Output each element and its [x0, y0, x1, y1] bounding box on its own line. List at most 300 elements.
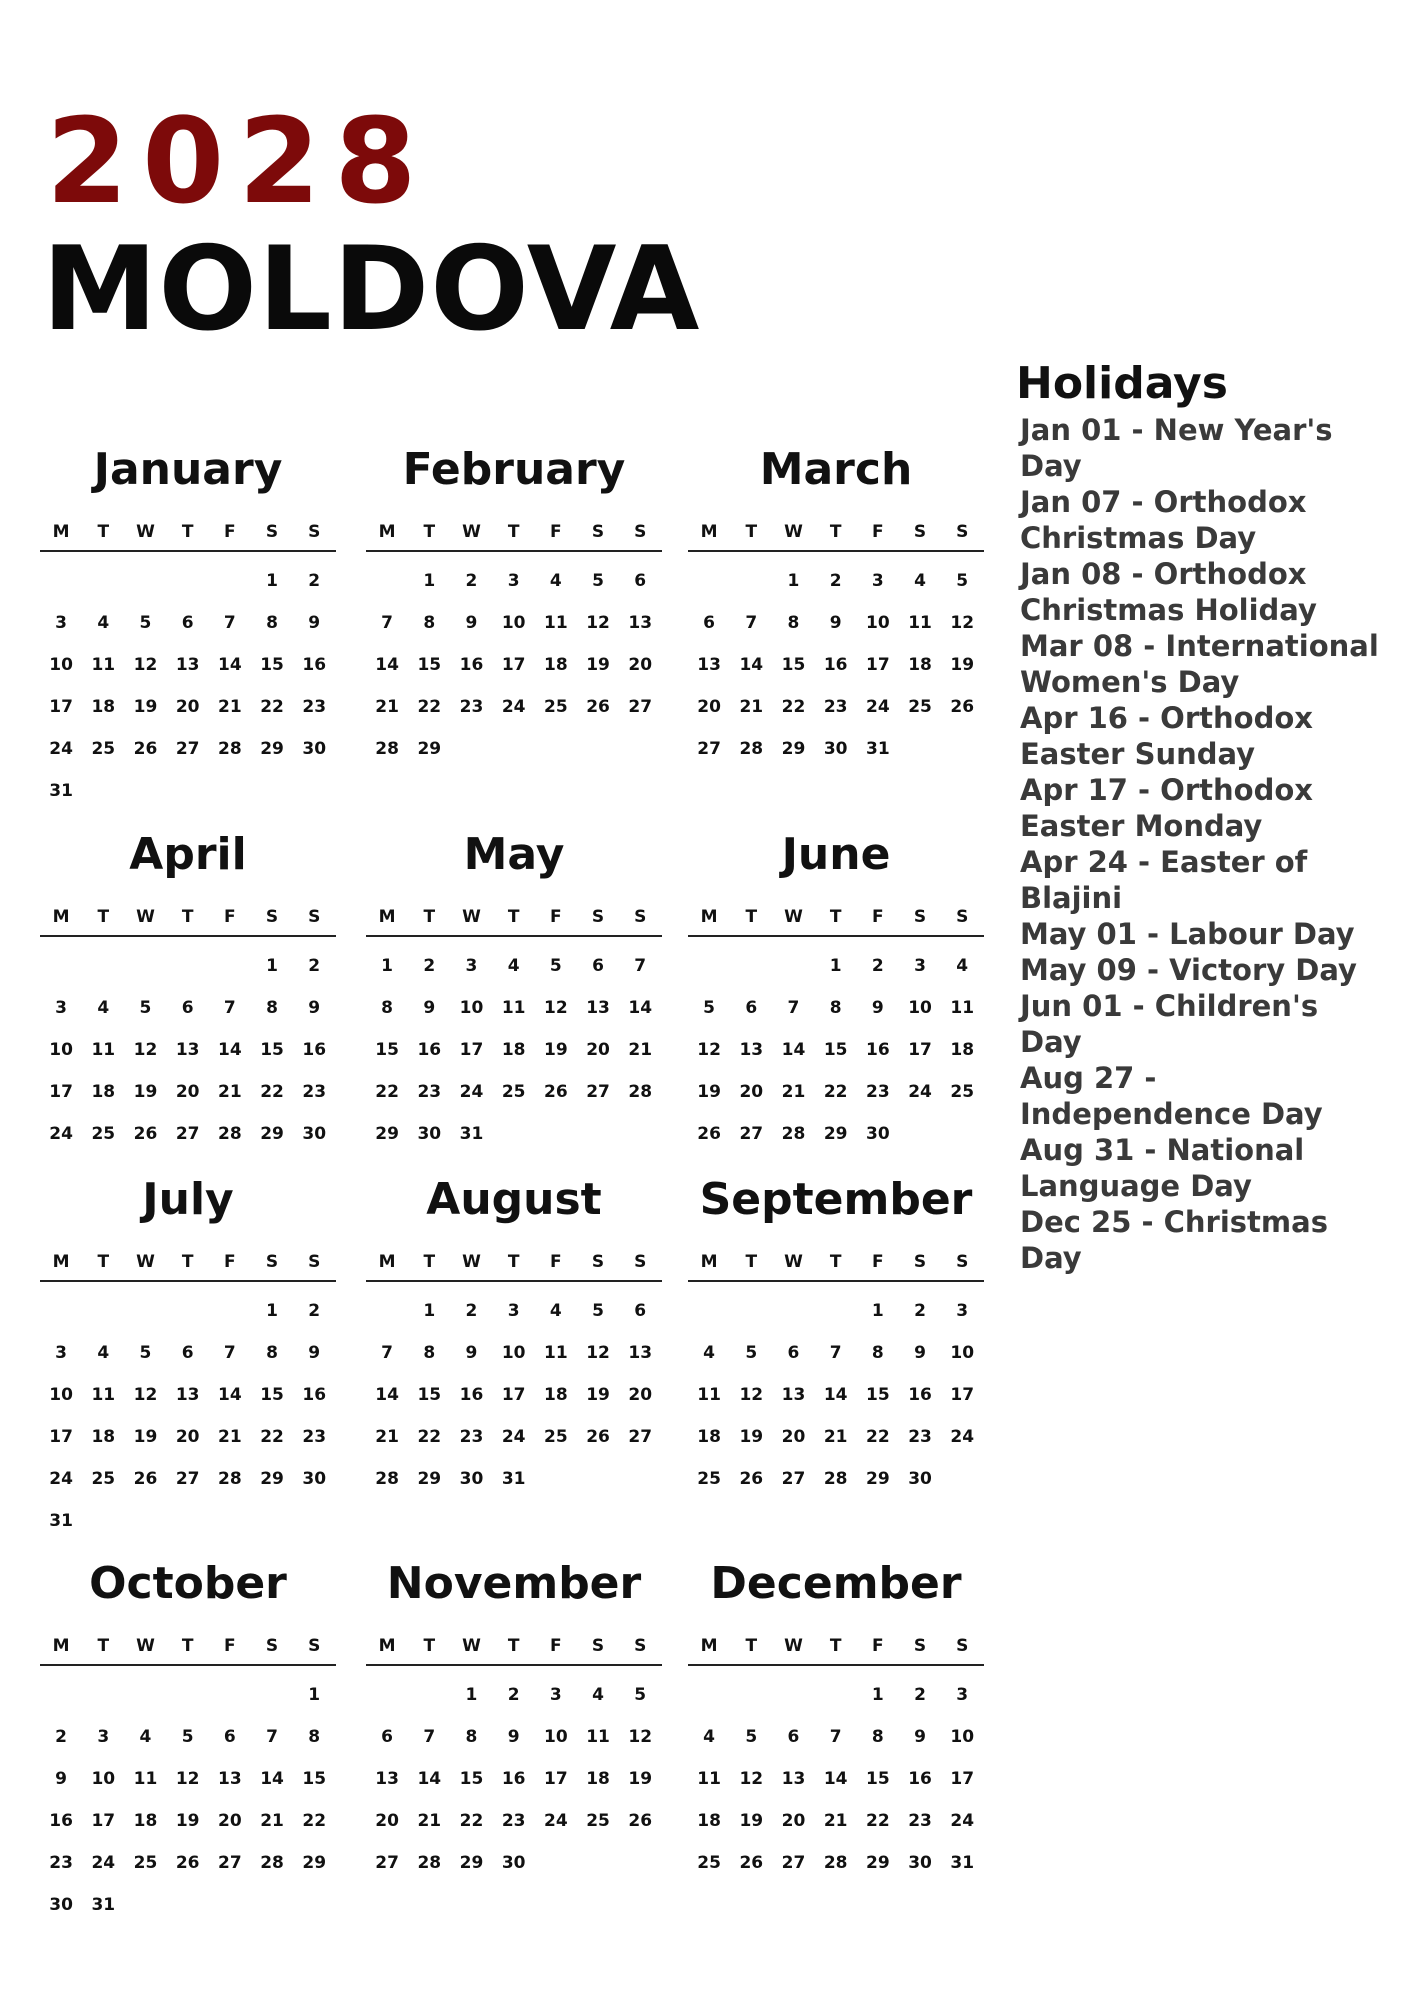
- day-cell: 10: [544, 1727, 568, 1747]
- weekday-label: T: [745, 522, 758, 542]
- day-cell: 24: [866, 697, 890, 717]
- day-cell: 24: [908, 1082, 932, 1102]
- day-cell: 27: [175, 1124, 200, 1144]
- day-cell: 19: [739, 1427, 764, 1447]
- empty-day-cell: [209, 560, 251, 602]
- day-cell: 31: [866, 739, 890, 759]
- day-cell: 29: [260, 1124, 284, 1144]
- day-cell: 24: [544, 1811, 568, 1831]
- day-cell: 26: [133, 1469, 158, 1489]
- day-cell: 22: [781, 697, 806, 717]
- day-cell: 18: [133, 1811, 158, 1831]
- day-cell: 12: [544, 998, 568, 1018]
- day-cell: 4: [703, 1727, 716, 1747]
- day-cell: 7: [223, 998, 236, 1018]
- day-cell: 14: [417, 1769, 442, 1789]
- day-cell: 29: [260, 1469, 284, 1489]
- day-cell: 15: [260, 1040, 284, 1060]
- day-cell: 28: [375, 739, 399, 759]
- day-cell: 16: [908, 1769, 932, 1789]
- day-cell: 23: [501, 1811, 526, 1831]
- day-grid: [366, 1282, 662, 1500]
- weekday-label: T: [97, 1636, 110, 1656]
- day-cell: 29: [417, 739, 442, 759]
- day-cell: 3: [55, 1343, 68, 1363]
- day-cell: 29: [866, 1469, 890, 1489]
- calendar-year: 2028: [46, 92, 431, 230]
- day-cell: 23: [302, 697, 327, 717]
- day-cell: 9: [308, 998, 321, 1018]
- day-cell: 16: [908, 1385, 932, 1405]
- weekday-label: T: [507, 522, 520, 542]
- weekday-label: S: [265, 1636, 279, 1656]
- day-cell: 12: [950, 613, 975, 633]
- day-cell: 23: [459, 1427, 484, 1447]
- holiday-item: Aug 27 - Independence Day: [1020, 1061, 1323, 1132]
- month-june: [688, 829, 984, 1155]
- day-cell: 5: [139, 998, 152, 1018]
- holidays-panel: [1016, 360, 1386, 1276]
- weekday-label: T: [423, 1636, 436, 1656]
- day-cell: 7: [634, 956, 647, 976]
- day-cell: 14: [218, 655, 242, 675]
- empty-day-cell: [167, 945, 209, 987]
- day-cell: 15: [823, 1040, 848, 1060]
- day-cell: 17: [501, 1385, 526, 1405]
- weekday-label: T: [745, 1252, 758, 1272]
- day-cell: 4: [592, 1685, 604, 1705]
- day-cell: 20: [628, 1385, 653, 1405]
- day-cell: 25: [91, 1469, 116, 1489]
- day-cell: 31: [459, 1124, 484, 1144]
- day-cell: 20: [739, 1082, 764, 1102]
- weekday-header: [40, 1628, 336, 1666]
- day-cell: 22: [459, 1811, 484, 1831]
- day-cell: 10: [49, 655, 73, 675]
- day-cell: 27: [586, 1082, 610, 1102]
- day-cell: 6: [223, 1727, 236, 1747]
- month-name: February: [402, 444, 626, 495]
- day-cell: 1: [465, 1685, 478, 1705]
- day-cell: 15: [781, 655, 806, 675]
- weekday-label: F: [224, 1636, 236, 1656]
- day-cell: 4: [507, 956, 520, 976]
- weekday-label: T: [829, 907, 842, 927]
- day-cell: 22: [375, 1082, 399, 1102]
- day-cell: 26: [950, 697, 975, 717]
- day-cell: 30: [908, 1469, 932, 1489]
- day-cell: 18: [544, 1385, 568, 1405]
- day-cell: 26: [739, 1469, 764, 1489]
- day-cell: 2: [507, 1685, 520, 1705]
- weekday-label: T: [97, 1252, 110, 1272]
- day-cell: 17: [501, 655, 526, 675]
- holiday-item: Apr 24 - Easter of Blajini: [1020, 845, 1308, 916]
- day-cell: 12: [697, 1040, 721, 1060]
- day-cell: 5: [592, 571, 604, 591]
- day-cell: 24: [459, 1082, 484, 1102]
- day-cell: 4: [549, 1301, 562, 1321]
- month-name: May: [463, 829, 565, 880]
- day-cell: 11: [544, 613, 568, 633]
- day-cell: 7: [266, 1727, 278, 1747]
- day-cell: 27: [781, 1853, 806, 1873]
- day-cell: 19: [586, 655, 610, 675]
- weekday-label: S: [634, 1252, 647, 1272]
- day-cell: 28: [823, 1469, 848, 1489]
- day-cell: 13: [218, 1769, 242, 1789]
- day-cell: 19: [586, 1385, 610, 1405]
- weekday-label: F: [872, 1252, 884, 1272]
- weekday-label: T: [181, 522, 194, 542]
- day-cell: 2: [914, 1685, 926, 1705]
- weekday-label: S: [956, 907, 969, 927]
- month-may: [366, 829, 662, 1155]
- day-cell: 8: [829, 998, 842, 1018]
- day-cell: 31: [49, 1511, 73, 1531]
- day-cell: 2: [423, 956, 436, 976]
- weekday-label: F: [550, 907, 562, 927]
- holiday-item: Jun 01 - Children's Day: [1020, 989, 1319, 1060]
- day-cell: 2: [308, 956, 321, 976]
- day-cell: 10: [91, 1769, 116, 1789]
- day-cell: 8: [871, 1343, 884, 1363]
- day-cell: 7: [223, 1343, 236, 1363]
- month-name: November: [386, 1558, 642, 1609]
- month-name: April: [129, 829, 247, 880]
- day-cell: 9: [829, 613, 842, 633]
- empty-day-cell: [688, 1290, 730, 1332]
- weekday-label: S: [913, 522, 927, 542]
- day-grid: [40, 552, 336, 812]
- day-cell: 27: [781, 1469, 806, 1489]
- day-cell: 8: [787, 613, 800, 633]
- day-cell: 18: [697, 1427, 721, 1447]
- day-cell: 2: [55, 1727, 68, 1747]
- day-cell: 5: [703, 998, 716, 1018]
- day-cell: 10: [908, 998, 932, 1018]
- day-cell: 30: [417, 1124, 442, 1144]
- month-name: January: [93, 444, 283, 495]
- day-cell: 12: [628, 1727, 653, 1747]
- weekday-header: [688, 514, 984, 552]
- day-cell: 2: [829, 571, 842, 591]
- day-cell: 12: [586, 613, 610, 633]
- day-cell: 3: [549, 1685, 562, 1705]
- day-cell: 16: [823, 655, 848, 675]
- day-cell: 13: [175, 1040, 200, 1060]
- weekday-header: [40, 514, 336, 552]
- day-cell: 21: [417, 1811, 442, 1831]
- weekday-label: T: [507, 1252, 520, 1272]
- day-cell: 23: [908, 1427, 932, 1447]
- day-cell: 13: [586, 998, 610, 1018]
- day-cell: 7: [381, 613, 394, 633]
- day-cell: 5: [956, 571, 969, 591]
- day-cell: 15: [260, 1385, 284, 1405]
- day-grid: [688, 1666, 984, 1884]
- day-cell: 16: [866, 1040, 890, 1060]
- day-cell: 20: [175, 697, 200, 717]
- day-cell: 24: [950, 1811, 975, 1831]
- weekday-label: W: [784, 1636, 803, 1656]
- day-cell: 11: [501, 998, 526, 1018]
- day-cell: 29: [866, 1853, 890, 1873]
- day-cell: 16: [459, 1385, 484, 1405]
- day-cell: 17: [950, 1385, 975, 1405]
- empty-day-cell: [688, 560, 730, 602]
- day-cell: 16: [49, 1811, 73, 1831]
- day-grid: [366, 937, 662, 1155]
- day-cell: 24: [501, 1427, 526, 1447]
- weekday-label: S: [265, 907, 279, 927]
- day-cell: 6: [634, 1301, 647, 1321]
- day-cell: 31: [49, 781, 73, 801]
- day-cell: 6: [181, 998, 194, 1018]
- weekday-label: S: [634, 907, 647, 927]
- weekday-label: S: [956, 522, 969, 542]
- day-cell: 28: [823, 1853, 848, 1873]
- day-cell: 15: [375, 1040, 399, 1060]
- day-cell: 2: [465, 1301, 478, 1321]
- holiday-item: Jan 07 - Orthodox Christmas Day: [1020, 485, 1307, 556]
- day-cell: 20: [175, 1082, 200, 1102]
- weekday-label: S: [913, 1252, 927, 1272]
- day-cell: 29: [781, 739, 806, 759]
- weekday-label: T: [181, 1636, 194, 1656]
- empty-day-cell: [82, 945, 124, 987]
- empty-day-cell: [772, 1674, 814, 1716]
- day-cell: 9: [423, 998, 436, 1018]
- empty-day-cell: [209, 945, 251, 987]
- day-cell: 1: [266, 1301, 278, 1321]
- day-cell: 30: [302, 739, 327, 759]
- day-cell: 28: [739, 739, 764, 759]
- day-cell: 24: [501, 697, 526, 717]
- day-cell: 2: [465, 571, 478, 591]
- day-cell: 13: [739, 1040, 764, 1060]
- day-cell: 25: [950, 1082, 975, 1102]
- day-cell: 24: [49, 1469, 73, 1489]
- empty-day-cell: [124, 1290, 166, 1332]
- day-cell: 11: [697, 1385, 721, 1405]
- day-cell: 23: [302, 1082, 327, 1102]
- empty-day-cell: [815, 1290, 857, 1332]
- weekday-label: M: [700, 1252, 718, 1272]
- day-cell: 14: [375, 1385, 399, 1405]
- day-cell: 24: [49, 739, 73, 759]
- day-cell: 22: [866, 1427, 890, 1447]
- day-cell: 5: [745, 1343, 758, 1363]
- day-cell: 12: [739, 1385, 764, 1405]
- day-cell: 25: [544, 697, 568, 717]
- weekday-label: F: [872, 1636, 884, 1656]
- day-cell: 7: [423, 1727, 436, 1747]
- empty-day-cell: [688, 1674, 730, 1716]
- day-cell: 5: [592, 1301, 604, 1321]
- day-cell: 8: [423, 1343, 436, 1363]
- day-cell: 15: [302, 1769, 327, 1789]
- weekday-label: F: [224, 907, 236, 927]
- day-cell: 28: [218, 1469, 242, 1489]
- day-cell: 21: [823, 1427, 848, 1447]
- day-cell: 26: [544, 1082, 568, 1102]
- empty-day-cell: [167, 1290, 209, 1332]
- weekday-label: S: [591, 1252, 605, 1272]
- day-cell: 22: [417, 697, 442, 717]
- day-cell: 26: [133, 739, 158, 759]
- day-cell: 26: [697, 1124, 721, 1144]
- weekday-label: S: [956, 1252, 969, 1272]
- day-cell: 8: [266, 1343, 278, 1363]
- day-cell: 6: [745, 998, 758, 1018]
- weekday-label: S: [308, 907, 321, 927]
- day-cell: 30: [501, 1853, 526, 1873]
- day-cell: 16: [302, 1385, 327, 1405]
- day-cell: 9: [871, 998, 884, 1018]
- day-cell: 15: [459, 1769, 484, 1789]
- day-cell: 21: [739, 697, 764, 717]
- day-cell: 7: [745, 613, 758, 633]
- day-cell: 17: [544, 1769, 568, 1789]
- day-cell: 25: [697, 1469, 721, 1489]
- weekday-label: M: [700, 522, 718, 542]
- day-cell: 19: [739, 1811, 764, 1831]
- month-october: [40, 1558, 336, 1926]
- day-cell: 2: [308, 1301, 321, 1321]
- day-cell: 2: [914, 1301, 926, 1321]
- weekday-label: S: [634, 522, 647, 542]
- day-cell: 11: [544, 1343, 568, 1363]
- holiday-item: Aug 31 - National Language Day: [1020, 1133, 1305, 1204]
- day-cell: 22: [260, 697, 284, 717]
- day-cell: 26: [739, 1853, 764, 1873]
- day-cell: 8: [465, 1727, 478, 1747]
- day-cell: 19: [950, 655, 975, 675]
- weekday-label: F: [550, 522, 562, 542]
- day-cell: 5: [139, 613, 152, 633]
- day-cell: 17: [49, 1082, 73, 1102]
- day-cell: 10: [866, 613, 890, 633]
- day-cell: 10: [49, 1385, 73, 1405]
- day-cell: 4: [139, 1727, 152, 1747]
- day-cell: 23: [459, 697, 484, 717]
- day-cell: 25: [586, 1811, 610, 1831]
- day-cell: 18: [586, 1769, 610, 1789]
- day-cell: 19: [697, 1082, 721, 1102]
- weekday-label: T: [829, 522, 842, 542]
- weekday-label: T: [181, 907, 194, 927]
- day-cell: 17: [459, 1040, 484, 1060]
- day-cell: 8: [423, 613, 436, 633]
- month-july: [40, 1174, 336, 1542]
- day-cell: 20: [697, 697, 721, 717]
- day-cell: 7: [381, 1343, 394, 1363]
- day-cell: 1: [787, 571, 800, 591]
- day-cell: 30: [302, 1124, 327, 1144]
- day-cell: 9: [507, 1727, 520, 1747]
- weekday-label: M: [378, 907, 396, 927]
- day-cell: 19: [133, 1082, 158, 1102]
- weekday-label: S: [913, 1636, 927, 1656]
- weekday-label: W: [784, 907, 803, 927]
- empty-day-cell: [124, 1674, 166, 1716]
- holiday-item: Jan 01 - New Year's Day: [1020, 413, 1333, 484]
- empty-day-cell: [40, 1674, 82, 1716]
- weekday-label: T: [829, 1636, 842, 1656]
- day-cell: 29: [260, 739, 284, 759]
- day-cell: 12: [133, 1040, 158, 1060]
- day-cell: 20: [628, 655, 653, 675]
- month-name: August: [426, 1174, 602, 1225]
- day-cell: 14: [739, 655, 764, 675]
- weekday-label: W: [462, 522, 481, 542]
- day-cell: 27: [175, 739, 200, 759]
- empty-day-cell: [167, 1674, 209, 1716]
- day-cell: 9: [308, 1343, 321, 1363]
- day-cell: 28: [375, 1469, 399, 1489]
- weekday-label: F: [224, 1252, 236, 1272]
- day-cell: 18: [950, 1040, 975, 1060]
- day-cell: 9: [914, 1343, 926, 1363]
- day-cell: 13: [781, 1769, 806, 1789]
- empty-day-cell: [124, 945, 166, 987]
- day-cell: 13: [781, 1385, 806, 1405]
- empty-day-cell: [82, 560, 124, 602]
- day-cell: 25: [133, 1853, 158, 1873]
- day-cell: 14: [218, 1385, 242, 1405]
- day-grid: [40, 1666, 336, 1926]
- holiday-item: Apr 16 - Orthodox Easter Sunday: [1020, 701, 1313, 772]
- weekday-label: M: [52, 907, 70, 927]
- weekday-label: F: [550, 1636, 562, 1656]
- day-cell: 7: [829, 1727, 842, 1747]
- day-cell: 17: [49, 1427, 73, 1447]
- day-cell: 13: [175, 1385, 200, 1405]
- day-cell: 8: [266, 998, 278, 1018]
- empty-day-cell: [209, 1674, 251, 1716]
- weekday-header: [688, 1628, 984, 1666]
- day-cell: 10: [501, 613, 526, 633]
- day-cell: 15: [866, 1769, 890, 1789]
- day-cell: 1: [871, 1301, 884, 1321]
- day-cell: 18: [91, 1082, 116, 1102]
- month-april: [40, 829, 336, 1155]
- weekday-label: S: [591, 1636, 605, 1656]
- month-december: [688, 1558, 984, 1884]
- day-cell: 20: [781, 1427, 806, 1447]
- day-cell: 16: [501, 1769, 526, 1789]
- day-cell: 7: [829, 1343, 842, 1363]
- day-cell: 6: [703, 613, 716, 633]
- weekday-label: W: [784, 1252, 803, 1272]
- day-cell: 1: [381, 956, 394, 976]
- day-cell: 24: [49, 1124, 73, 1144]
- holiday-item: Jan 08 - Orthodox Christmas Holiday: [1020, 557, 1317, 628]
- day-cell: 4: [97, 998, 110, 1018]
- day-cell: 22: [260, 1082, 284, 1102]
- weekday-label: T: [97, 907, 110, 927]
- weekday-label: W: [784, 522, 803, 542]
- empty-day-cell: [730, 1290, 772, 1332]
- day-grid: [688, 552, 984, 770]
- day-cell: 4: [97, 1343, 110, 1363]
- day-cell: 15: [866, 1385, 890, 1405]
- day-cell: 1: [266, 956, 278, 976]
- weekday-label: F: [224, 522, 236, 542]
- day-cell: 27: [628, 697, 653, 717]
- month-name: October: [89, 1558, 287, 1609]
